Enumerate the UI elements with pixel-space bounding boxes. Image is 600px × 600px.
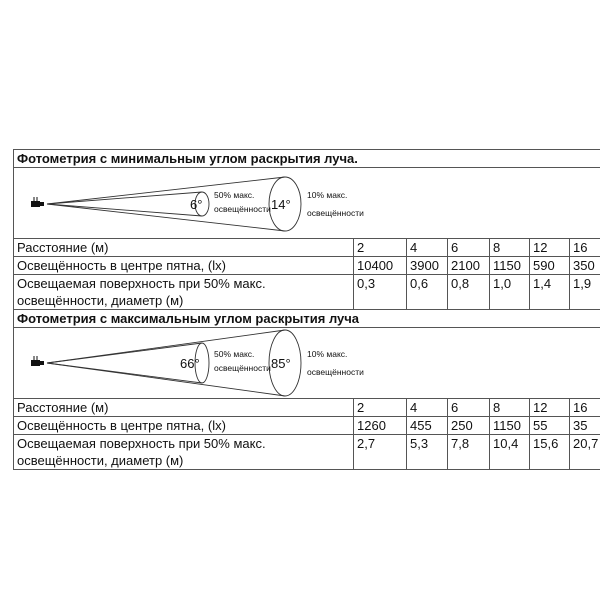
section-title: Фотометрия с минимальным углом раскрытия луча. [14, 150, 600, 168]
table-cell: 455 [407, 417, 448, 435]
beam-diagram [17, 328, 586, 398]
inner-beam-label: освещённости [214, 204, 271, 214]
table-cell: 1,9 [570, 275, 600, 310]
table-cell: 12 [530, 399, 570, 417]
table-cell: 1150 [490, 417, 530, 435]
inner-beam-label: освещённости [214, 363, 271, 373]
photometry-table [13, 149, 600, 470]
row-label: Освещённость в центре пятна, (lx) [14, 257, 354, 275]
table-cell: 4 [407, 239, 448, 257]
table-cell: 10,4 [490, 435, 530, 470]
inner-beam-label: 50% макс. [214, 349, 255, 359]
beam-diagram-cell [14, 328, 600, 399]
beam-diagram-row [14, 168, 600, 239]
outer-beam-label: освещённости [307, 208, 364, 218]
table-cell: 2 [354, 399, 407, 417]
row-label: Освещаемая поверхность при 50% макс. освещённости, диаметр (м) [14, 275, 354, 310]
table-cell: 5,3 [407, 435, 448, 470]
table-cell: 6 [448, 239, 490, 257]
table-cell: 15,6 [530, 435, 570, 470]
row-label: Расстояние (м) [14, 239, 354, 257]
table-cell: 1260 [354, 417, 407, 435]
table-cell: 0,8 [448, 275, 490, 310]
table-cell: 16 [570, 399, 600, 417]
table-cell: 1,4 [530, 275, 570, 310]
table-cell: 8 [490, 239, 530, 257]
table-cell: 3900 [407, 257, 448, 275]
table-cell: 4 [407, 399, 448, 417]
table-row [14, 399, 600, 417]
table-row [14, 239, 600, 257]
section-title-row [14, 150, 600, 168]
table-cell: 2 [354, 239, 407, 257]
outer-beam-label: 10% макс. [307, 349, 348, 359]
section-title: Фотометрия с максимальным углом раскрытия луча [14, 310, 600, 328]
table-row [14, 257, 600, 275]
outer-beam-label: освещённости [307, 367, 364, 377]
photometry-sheet [13, 149, 599, 470]
table-cell: 0,3 [354, 275, 407, 310]
outer-angle-label: 85° [271, 356, 291, 371]
table-cell: 1150 [490, 257, 530, 275]
table-cell: 12 [530, 239, 570, 257]
table-cell: 2,7 [354, 435, 407, 470]
table-row [14, 435, 600, 470]
beam-diagram [17, 168, 586, 238]
inner-beam-cone [47, 192, 209, 216]
inner-angle-label: 6° [190, 197, 203, 212]
table-cell: 10400 [354, 257, 407, 275]
outer-angle-label: 14° [271, 197, 291, 212]
table-cell: 35 [570, 417, 600, 435]
spotlight-icon [31, 356, 44, 366]
table-cell: 55 [530, 417, 570, 435]
beam-diagram-row [14, 328, 600, 399]
row-label: Освещаемая поверхность при 50% макс. освещённости, диаметр (м) [14, 435, 354, 470]
outer-beam-label: 10% макс. [307, 190, 348, 200]
table-cell: 250 [448, 417, 490, 435]
table-cell: 7,8 [448, 435, 490, 470]
section-title-row [14, 310, 600, 328]
beam-diagram-cell [14, 168, 600, 239]
table-row [14, 417, 600, 435]
row-label: Расстояние (м) [14, 399, 354, 417]
table-cell: 16 [570, 239, 600, 257]
table-cell: 0,6 [407, 275, 448, 310]
table-cell: 350 [570, 257, 600, 275]
table-cell: 2100 [448, 257, 490, 275]
row-label: Освещённость в центре пятна, (lx) [14, 417, 354, 435]
table-cell: 8 [490, 399, 530, 417]
table-cell: 6 [448, 399, 490, 417]
table-cell: 20,7 [570, 435, 600, 470]
inner-angle-label: 66° [180, 356, 200, 371]
inner-beam-label: 50% макс. [214, 190, 255, 200]
table-cell: 1,0 [490, 275, 530, 310]
spotlight-icon [31, 197, 44, 207]
table-cell: 590 [530, 257, 570, 275]
table-body [14, 150, 600, 470]
table-row [14, 275, 600, 310]
